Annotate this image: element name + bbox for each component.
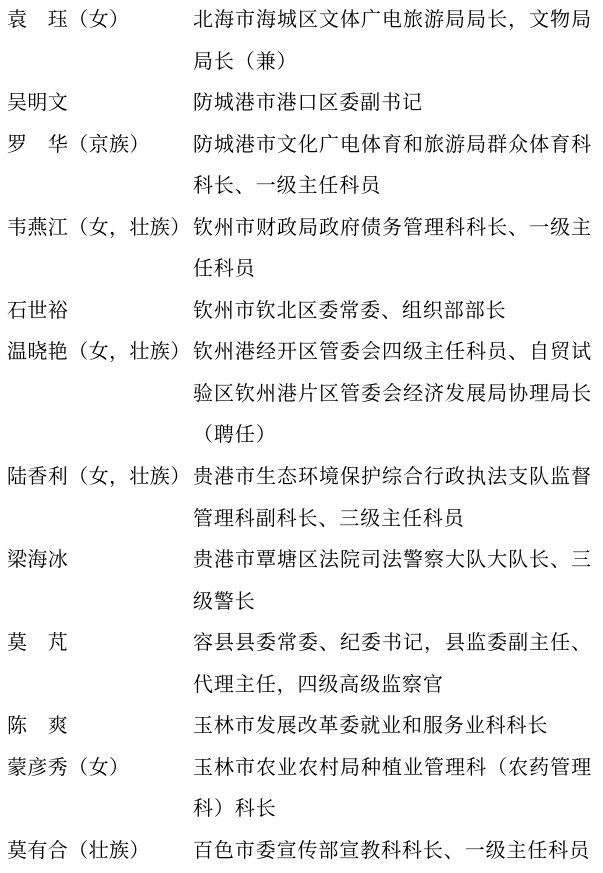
official-entry (0, 623, 603, 706)
official-position: 钦州港经开区管委会四级主任科员、自贸试验区钦州港片区管委会经济发展局协理局长（聘任） (193, 341, 592, 447)
official-position: 贵港市覃塘区法院司法警察大队大队长、三级警长 (193, 549, 592, 613)
official-name: 温晓艳（女，壮族） (7, 341, 191, 364)
official-name: 莫 芃 (7, 632, 69, 655)
official-entry (0, 83, 603, 125)
official-position: 北海市海城区文体广电旅游局局长，文物局局长（兼） (193, 9, 592, 73)
official-entry (0, 831, 603, 873)
official-entry (0, 0, 603, 83)
official-position: 钦州市钦北区委常委、组织部部长 (193, 299, 507, 322)
official-entry (0, 291, 603, 333)
official-entry (0, 332, 603, 457)
official-position: 百色市委宣传部宣教科科长、一级主任科员 (193, 839, 591, 862)
official-name: 梁海冰 (7, 549, 69, 572)
official-name: 罗 华（京族） (7, 133, 150, 156)
official-position: 玉林市发展改革委就业和服务业科科长 (193, 715, 549, 738)
official-entry (0, 208, 603, 291)
official-entry (0, 125, 603, 208)
official-position: 贵港市生态环境保护综合行政执法支队监督管理科副科长、三级主任科员 (193, 466, 592, 530)
official-position: 防城港市文化广电体育和旅游局群众体育科科长、一级主任科员 (193, 133, 592, 198)
official-entry (0, 706, 603, 748)
official-entry (0, 748, 603, 831)
official-position: 玉林市农业农村局种植业管理科（农药管理科）科长 (193, 756, 592, 821)
official-entry (0, 457, 603, 540)
official-name: 吴明文 (7, 92, 69, 115)
official-name: 韦燕江（女，壮族） (7, 216, 191, 239)
official-entry (0, 540, 603, 623)
official-name: 陆香利（女，壮族） (7, 466, 191, 489)
official-name: 石世裕 (7, 299, 69, 322)
official-position: 防城港市港口区委副书记 (193, 92, 423, 115)
official-name: 袁 珏（女） (7, 9, 130, 31)
official-name: 蒙彦秀（女） (7, 756, 130, 779)
official-name: 陈 爽 (7, 715, 69, 738)
official-position: 钦州市财政局政府债务管理科科长、一级主任科员 (193, 216, 592, 281)
official-position: 容县县委常委、纪委书记，县监委副主任、代理主任，四级高级监察官 (193, 632, 592, 696)
official-name: 莫有合（壮族） (7, 839, 150, 862)
